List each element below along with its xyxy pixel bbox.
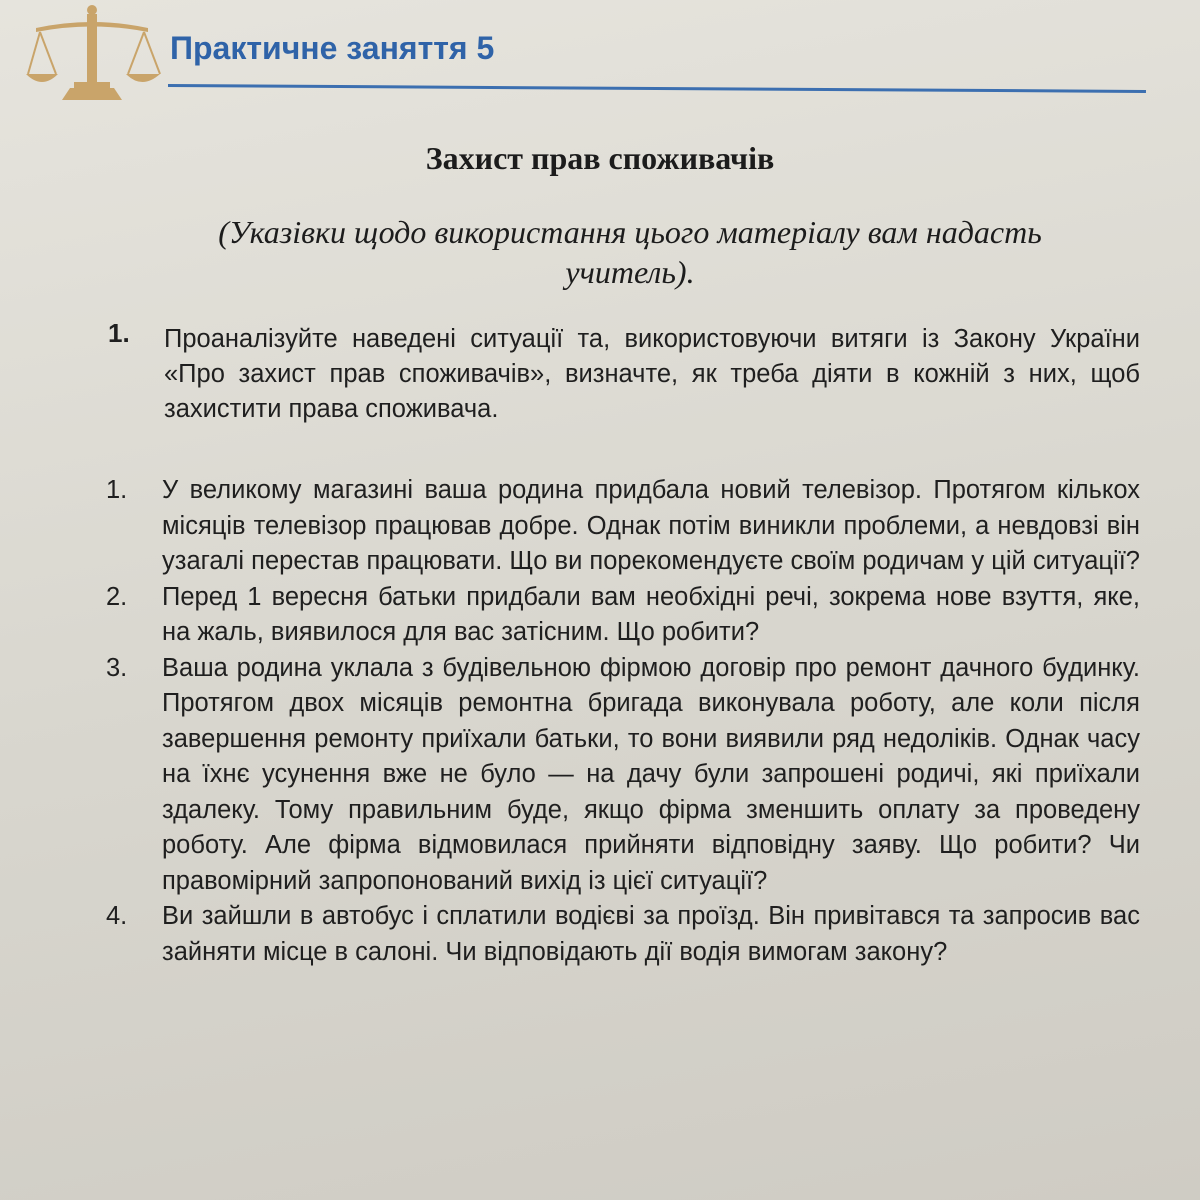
page-title: Захист прав споживачів	[425, 140, 775, 176]
situation-number: 1.	[106, 476, 128, 504]
situation-number: 4.	[106, 902, 128, 930]
situation-text: Ви зайшли в автобус і сплатили водієві за проїзд. Він привітався та запросив вас зайняти місце в салоні. Чи відповідають дії водія вимогам закону?	[162, 902, 1140, 966]
situation-text: Перед 1 вересня батьки придбали вам необхідні речі, зокрема нове взуття, яке, на жаль, виявилося для вас затісним. Що робити?	[162, 582, 1140, 646]
header-divider	[168, 84, 1146, 93]
situation-number: 2.	[106, 582, 128, 611]
scales-of-justice-icon	[22, 2, 162, 106]
list-item	[100, 473, 1140, 580]
situation-text: Ваша родина уклала з будівельною фірмою договір про ремонт дачного будинку. Протягом двох місяців ремонтна бригада виконувала роботу, але коли після завершення ремонту приїхали батьки, то вони виявили ряд недоліків. Однак часу на їхнє усунення вже не було — на дачу були запрошені родичі, які приїхали здалеку. Тому правильним буде, якщо фірма зменшить оплату за проведену роботу. Але фірма відмовилася прийняти відповідну заяву. Що робити? Чи правомірний запропонований вихід із цієї ситуації?	[162, 653, 1140, 895]
task-text: Проаналізуйте наведені ситуації та, використовуючи витяги із Закону України «Про захист прав споживачів», визначте, як треба діяти в кожній з них, щоб захистити права споживача.	[164, 325, 1140, 423]
page-subtitle: (Указівки щодо використання цього матеріалу вам надасть учитель).	[218, 214, 1042, 290]
situation-list	[100, 473, 1140, 970]
list-item	[100, 580, 1140, 651]
list-item	[100, 899, 1140, 970]
lesson-title: Практичне заняття 5	[170, 30, 495, 66]
list-item	[100, 651, 1140, 900]
situation-text: У великому магазині ваша родина придбала новий телевізор. Протягом кількох місяців телевізор працював добре. Однак потім виникли проблеми, а невдовзі він узагалі перестав працювати. Що ви порекомендуєте своїм родичам у цій ситуації?	[162, 476, 1140, 575]
situation-number: 3.	[106, 653, 128, 682]
task-number: 1.	[108, 318, 130, 348]
